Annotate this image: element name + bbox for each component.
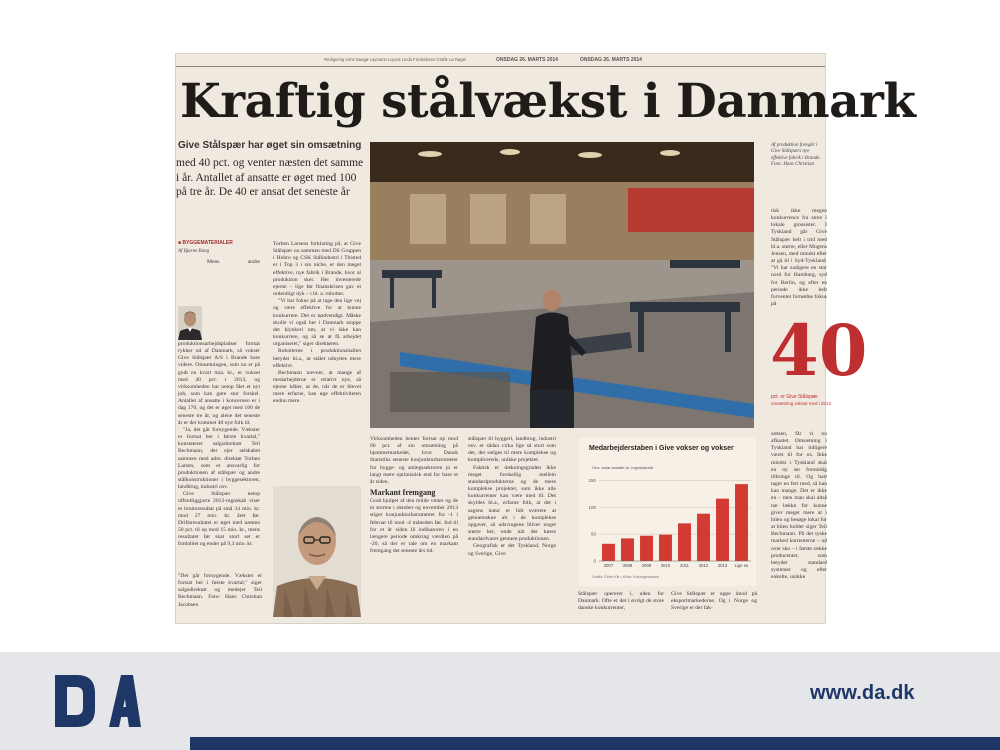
chart-bar <box>602 544 615 561</box>
highlight-label-sub: omsætning vokset med i 2013 <box>771 401 832 406</box>
page-date-left: ONSDAG 26. MARTS 2014 <box>496 57 558 63</box>
da-logo-icon <box>55 675 141 727</box>
newspaper-clipping <box>176 54 916 623</box>
chart-y-tick-label: 50 <box>590 531 596 537</box>
article-subhead: Give Stålspær har øget sin omsætning <box>178 140 362 151</box>
column-1-paragraph: Give Stålspær netop offentliggjorte 2013-regnskab viser et bruttoresultat på små 34 mio. kr. mod 27 mio. kr. året før. Driftsresultatet er øget med næsten 50 pct. til op mod 15 mio. kr., mens resultatet før skat stort set er fordoblet og ender på 9,3 mio. kr. <box>178 491 260 548</box>
article-column-4 <box>468 436 556 620</box>
highlight-label: pct. er Give Stålspær <box>771 394 818 400</box>
column-2-paragraph: Robotterne i produktionshallen betyder bl.a., at stålet udnyttes mere effektivt. <box>273 348 361 369</box>
chart-bar <box>735 484 748 561</box>
column-1-paragraph: Mens andre produktionsarbejdspladser fortsat rykker ud af Danmark, så vokser Give Stålspær A/S i Brande bare videre. Omsætningen, som nu er på godt en kvart mia. kr., er vokset med 40 pct. i 2013, og virksomheden har netop fået et nyt job, som kan gøre stor forskel. Antallet af ansatte i koncernen er i dag 170, og det er øget med 100 de seneste tre år, og alene det seneste år er der kommet 40 nye folk til. <box>178 259 260 426</box>
column-4-paragraph: Geografisk er det Tyskland, Norge og Sverige, Give <box>468 543 556 557</box>
chart-bar <box>697 514 710 561</box>
chart-bar <box>659 535 672 561</box>
chart-bar <box>621 538 634 561</box>
chart-x-tick-label: 2011 <box>679 563 690 568</box>
chart-x-tick-label: 2013 <box>717 563 728 568</box>
footer-accent-bar <box>190 737 1000 750</box>
chart-x-tick-label: Lige nu <box>734 563 749 568</box>
article-column-7: tisk ikke megen konkurrence fra store i lokale grossister. I Tyskland går Give Stålspær helt i trid med bl.a. større, eller Mogens Jensen, med mindst efter at gå til i Syd-Tyskland. "Vi har sadigere en stor nord for Hamburg, syd for Berlin, og efter en periode ikke helt forventet fornødne fokus på <box>771 208 827 308</box>
chart-x-tick-label: 2010 <box>660 563 671 568</box>
column-2-paragraph: Bechmann nævner, at mange af medarbejderne er relativt nye, så ejerne håber, at de, når de er blevet mere erfarne, kan øge effektiviteten endnu mere. <box>273 369 361 405</box>
chart-title: Medarbejderstaben i Give vokser og vokser <box>589 445 734 452</box>
chart-x-tick-label: 2008 <box>622 563 633 568</box>
column-4-paragraph: stålspær til byggeri, landbrug, industri osv. er sådan cirka lige så stort som det, der sælges til mere komplekse og komplicerede, unikke projekter. <box>468 436 556 464</box>
chart-source: Grafik: Ebbe Klit • Kilde: Kreaagentasen <box>592 575 660 579</box>
chart-x-tick-label: 2012 <box>698 563 709 568</box>
chart-bar <box>678 523 691 561</box>
article-column-2 <box>273 241 361 471</box>
chart-x-tick-label: 2009 <box>641 563 652 568</box>
article-byline: Af Bjarne Bang <box>178 249 210 254</box>
highlight-number: 40 <box>770 309 868 392</box>
factory-photo <box>370 142 754 428</box>
column-2-paragraph: Torben Larsens forklaring på, at Give Stålspær nu sammen med DS Gruppen i Hobro og CSK Stålindustri i Thisted er i Top 3 i sin niche, er den meget effektive, nye fabrik i Brande, hvor al produktion sker. Her investerede ejerne – lige før finanskrisen gav et ordentligt dyk – i bl. a. robotter. <box>273 241 361 298</box>
page-topline: Redigering Anne Baagø Laymann Layout Linda Frederiksen Grafik Lø Røgel <box>324 57 466 62</box>
article-column-1 <box>178 259 260 548</box>
top-rule <box>176 66 825 67</box>
column-4-paragraph: Faktisk er dækningsgraden ikke meget forskellig mellem standardprodukterne og de mere komplekse projekter, som ikke alle konkurrenter kan være med til. Det skyldes bl.a., erfarne folk, at det i sagens natur er lidt sværere at gennemskue alt i de komplekse opgaver, så udsvingene bliver noget større her, ende når der køres standardvarer gennem produktionen. <box>468 464 556 543</box>
article-headline: Kraftig stålvækst i Danmark <box>180 74 916 129</box>
column-1-paragraph: "Ja, det går fornygende. Vækster er fortsat her i første kvartal," konstaterer salgsdirektør Teil Bechmann, der ejer selskabet sammen med adm. direktør Torben Larsen, som er ansvarlig for produktionen af stålspær og andre stålkonstruktioner i byggesektoren, landbrug, industri osv. <box>178 426 260 491</box>
portrait-photo-small <box>178 306 202 340</box>
column-3-paragraph: Virksomheden henter fortsat op mod 60 pct. af sin omsætning på hjemmemarkedet, hvor Dansk Statistiks seneste konjunkturbarometer for bygge- og anlægssektoren jo er langt mere optimistisk end for bare et år siden. <box>370 436 458 485</box>
chart-y-tick-label: 0 <box>593 558 596 564</box>
portrait-photo-large <box>273 486 361 617</box>
article-column-8: sætsen, får vi nu afkastet. Omsætning i Tyskland bar tidligere været til for os. Ikke mindst i Tyskland skal en ny ser fremtidig tilbringe til. Og hart tager en fert med, så han kan mange. Det er ikke en – men man skal altså næ lække for kunne giver meget mere at i bilen og besøge lokal for at bilen holder siger Teil Bechmann. På det tyske marked kurrenterne – ud over sko – i første række producenter, som betyder standard systemer og efter enkelte, unikke <box>771 431 827 581</box>
bar-chart <box>579 469 756 577</box>
section-rubric: ■ BYGGEMATERIALER <box>178 240 233 246</box>
chart-y-tick-label: 150 <box>588 477 596 483</box>
chart-bar <box>716 499 729 561</box>
article-lead: med 40 pct. og venter næsten det samme i år. Antallet af ansatte er øget med 100 på tre år. De 40 er ansat det seneste år <box>176 157 364 199</box>
portrait-caption: "Det går fornygende. Vækster er fortsat her i første kvartal," siger salgsdirektør og medejer Teil Bechmann. Foto: Hans Christian Jacobsen <box>178 573 262 608</box>
article-column-6: Give Stålspær er oppe imod på eksportmarkederne. Og i Norge og Sverige er der fak- <box>671 591 757 612</box>
column-2-paragraph: "Vi har fokus på at tage den lige vej og være effektive for at kunne konkurrere. Det er nødvendigt. Måske skulle vi også her i Danmark stoppe det klynkeri om, at vi ikke kan konkurrere, og så se at få arbejdet organiseret," siger direktøren. <box>273 298 361 348</box>
da-logo[interactable] <box>55 675 141 727</box>
chart-x-tick-label: 2007 <box>603 563 614 568</box>
chart-subtitle: Gns. antal ansatte pr. regnskabsår <box>592 465 654 470</box>
column-3-subheading: Markant fremgang <box>370 488 436 498</box>
article-column-5: Stålspær opererer i, uden for Danmark. Ofte er det i øvrigt de store danske konkurrenter, <box>578 591 664 612</box>
page-date-right: ONSDAG 26. MARTS 2014 <box>580 57 642 63</box>
chart-bar <box>640 536 653 561</box>
chart-y-tick-label: 100 <box>588 504 596 510</box>
article-column-3 <box>370 436 458 620</box>
photo-caption: Af produktion foregår i Give Stålspærs nye effektive fabrik i Brande. Foto: Hans Christian <box>771 143 821 168</box>
website-link[interactable]: www.da.dk <box>810 682 915 704</box>
column-3-paragraph: Godt hjulpet af den milde vinter og de to storme i oktober og november 2013 stiger konjunkturbarometret fra -1 i februar til mod -4 måneden før. Ind til for et år siden lå indikatoren i en længere periode omkring værdien på -20, så der er tale om en markant fremgang det seneste års tid. <box>370 498 458 555</box>
